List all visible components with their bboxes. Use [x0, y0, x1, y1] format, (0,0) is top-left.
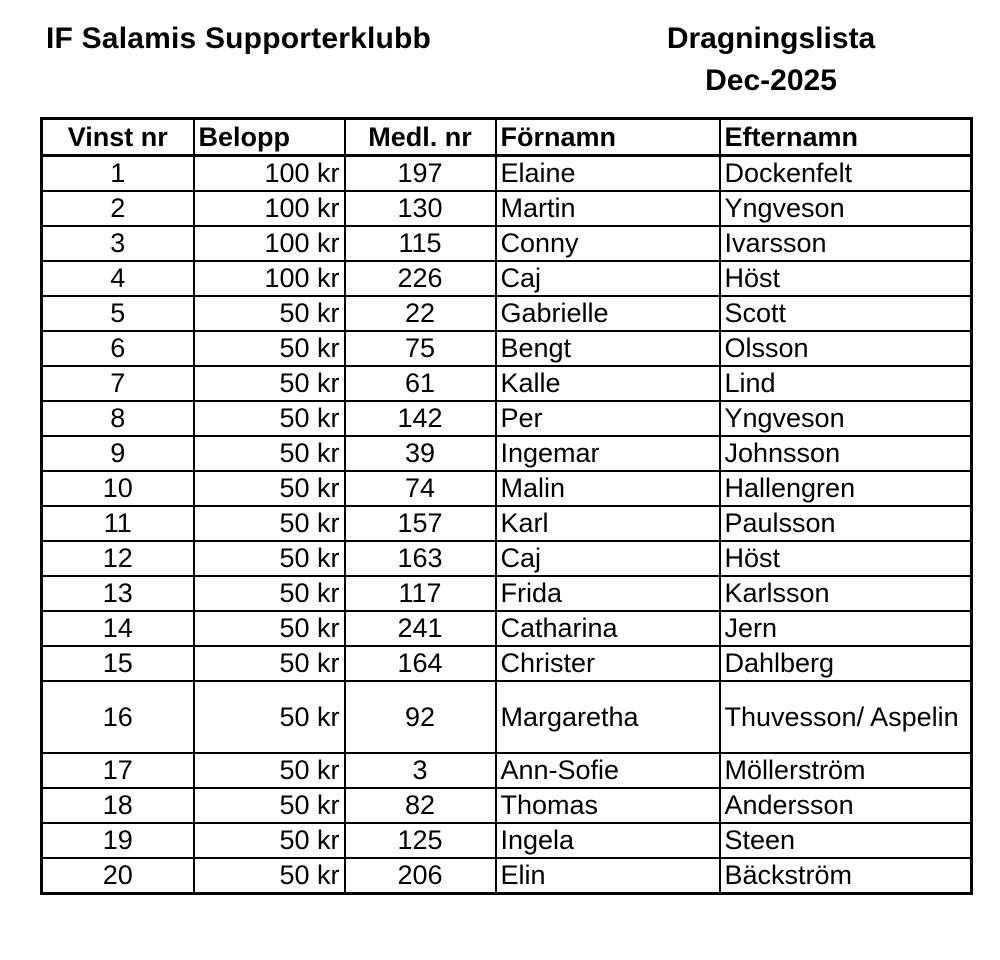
cell-vinst-nr: 13 — [42, 576, 194, 611]
cell-fornamn: Conny — [496, 226, 720, 261]
cell-efternamn: Yngveson — [720, 401, 972, 436]
cell-belopp: 100 kr — [194, 191, 345, 226]
column-header-fornamn: Förnamn — [496, 119, 720, 156]
list-date: Dec-2025 — [705, 64, 837, 97]
cell-vinst-nr: 1 — [42, 156, 194, 192]
cell-fornamn: Frida — [496, 576, 720, 611]
cell-belopp: 50 kr — [194, 858, 345, 894]
cell-belopp: 50 kr — [194, 401, 345, 436]
cell-vinst-nr: 3 — [42, 226, 194, 261]
list-title-block — [640, 18, 902, 102]
cell-medl-nr: 22 — [345, 296, 496, 331]
table-row — [42, 331, 972, 366]
cell-efternamn: Höst — [720, 261, 972, 296]
cell-fornamn: Christer — [496, 646, 720, 681]
cell-belopp: 100 kr — [194, 226, 345, 261]
cell-fornamn: Bengt — [496, 331, 720, 366]
table-row — [42, 646, 972, 681]
cell-efternamn: Hallengren — [720, 471, 972, 506]
cell-medl-nr: 163 — [345, 541, 496, 576]
column-header-vinst-nr: Vinst nr — [42, 119, 194, 156]
cell-vinst-nr: 12 — [42, 541, 194, 576]
cell-efternamn: Ivarsson — [720, 226, 972, 261]
cell-vinst-nr: 15 — [42, 646, 194, 681]
cell-belopp: 50 kr — [194, 541, 345, 576]
club-title: IF Salamis Supporterklubb — [46, 22, 432, 55]
cell-vinst-nr: 19 — [42, 823, 194, 858]
cell-medl-nr: 117 — [345, 576, 496, 611]
cell-efternamn: Paulsson — [720, 506, 972, 541]
cell-fornamn: Elin — [496, 858, 720, 894]
table-row — [42, 753, 972, 788]
cell-efternamn: Möllerström — [720, 753, 972, 788]
cell-belopp: 50 kr — [194, 366, 345, 401]
cell-fornamn: Margaretha — [496, 681, 720, 753]
cell-efternamn: Yngveson — [720, 191, 972, 226]
cell-medl-nr: 75 — [345, 331, 496, 366]
table-row — [42, 366, 972, 401]
cell-efternamn: Scott — [720, 296, 972, 331]
cell-vinst-nr: 11 — [42, 506, 194, 541]
cell-belopp: 50 kr — [194, 506, 345, 541]
cell-vinst-nr: 18 — [42, 788, 194, 823]
cell-vinst-nr: 9 — [42, 436, 194, 471]
table-row — [42, 471, 972, 506]
cell-belopp: 50 kr — [194, 681, 345, 753]
cell-vinst-nr: 10 — [42, 471, 194, 506]
cell-medl-nr: 142 — [345, 401, 496, 436]
table-row — [42, 401, 972, 436]
cell-belopp: 50 kr — [194, 296, 345, 331]
cell-efternamn: Andersson — [720, 788, 972, 823]
cell-medl-nr: 130 — [345, 191, 496, 226]
cell-efternamn: Höst — [720, 541, 972, 576]
cell-efternamn: Jern — [720, 611, 972, 646]
cell-belopp: 50 kr — [194, 576, 345, 611]
cell-efternamn: Dahlberg — [720, 646, 972, 681]
cell-vinst-nr: 14 — [42, 611, 194, 646]
cell-fornamn: Gabrielle — [496, 296, 720, 331]
cell-fornamn: Ann-Sofie — [496, 753, 720, 788]
table-header-row — [42, 119, 972, 156]
cell-medl-nr: 82 — [345, 788, 496, 823]
cell-vinst-nr: 20 — [42, 858, 194, 894]
cell-efternamn: Steen — [720, 823, 972, 858]
table-row — [42, 541, 972, 576]
cell-vinst-nr: 17 — [42, 753, 194, 788]
cell-fornamn: Ingemar — [496, 436, 720, 471]
cell-vinst-nr: 16 — [42, 681, 194, 753]
cell-fornamn: Kalle — [496, 366, 720, 401]
table-row — [42, 436, 972, 471]
cell-fornamn: Martin — [496, 191, 720, 226]
cell-fornamn: Malin — [496, 471, 720, 506]
cell-fornamn: Ingela — [496, 823, 720, 858]
cell-medl-nr: 39 — [345, 436, 496, 471]
cell-fornamn: Catharina — [496, 611, 720, 646]
cell-medl-nr: 206 — [345, 858, 496, 894]
cell-efternamn: Thuvesson/ Aspelin — [720, 681, 972, 753]
cell-vinst-nr: 8 — [42, 401, 194, 436]
table-row — [42, 191, 972, 226]
cell-efternamn: Lind — [720, 366, 972, 401]
cell-fornamn: Caj — [496, 541, 720, 576]
cell-medl-nr: 164 — [345, 646, 496, 681]
cell-efternamn: Dockenfelt — [720, 156, 972, 192]
table-row — [42, 296, 972, 331]
cell-fornamn: Caj — [496, 261, 720, 296]
column-header-medl-nr: Medl. nr — [345, 119, 496, 156]
cell-belopp: 50 kr — [194, 753, 345, 788]
table-body — [42, 156, 972, 894]
cell-medl-nr: 157 — [345, 506, 496, 541]
cell-vinst-nr: 5 — [42, 296, 194, 331]
cell-belopp: 50 kr — [194, 646, 345, 681]
cell-belopp: 100 kr — [194, 261, 345, 296]
table-row — [42, 858, 972, 894]
table-row — [42, 156, 972, 192]
cell-fornamn: Thomas — [496, 788, 720, 823]
draw-results-table — [40, 117, 973, 895]
column-header-belopp: Belopp — [194, 119, 345, 156]
cell-belopp: 50 kr — [194, 471, 345, 506]
cell-vinst-nr: 4 — [42, 261, 194, 296]
cell-efternamn: Johnsson — [720, 436, 972, 471]
table-row — [42, 611, 972, 646]
cell-medl-nr: 61 — [345, 366, 496, 401]
cell-medl-nr: 226 — [345, 261, 496, 296]
cell-medl-nr: 3 — [345, 753, 496, 788]
table-row — [42, 226, 972, 261]
column-header-efternamn: Efternamn — [720, 119, 972, 156]
table-row — [42, 576, 972, 611]
cell-vinst-nr: 2 — [42, 191, 194, 226]
cell-belopp: 50 kr — [194, 331, 345, 366]
cell-belopp: 50 kr — [194, 611, 345, 646]
cell-fornamn: Per — [496, 401, 720, 436]
cell-belopp: 50 kr — [194, 823, 345, 858]
cell-fornamn: Karl — [496, 506, 720, 541]
list-title: Dragningslista — [666, 22, 876, 55]
table-row — [42, 823, 972, 858]
cell-belopp: 50 kr — [194, 788, 345, 823]
table-row — [42, 788, 972, 823]
table-row — [42, 681, 972, 753]
cell-medl-nr: 92 — [345, 681, 496, 753]
cell-fornamn: Elaine — [496, 156, 720, 192]
cell-vinst-nr: 7 — [42, 366, 194, 401]
cell-belopp: 100 kr — [194, 156, 345, 192]
cell-medl-nr: 74 — [345, 471, 496, 506]
cell-medl-nr: 125 — [345, 823, 496, 858]
cell-belopp: 50 kr — [194, 436, 345, 471]
cell-medl-nr: 115 — [345, 226, 496, 261]
cell-vinst-nr: 6 — [42, 331, 194, 366]
cell-efternamn: Bäckström — [720, 858, 972, 894]
cell-medl-nr: 197 — [345, 156, 496, 192]
cell-efternamn: Karlsson — [720, 576, 972, 611]
table-row — [42, 506, 972, 541]
table-row — [42, 261, 972, 296]
cell-efternamn: Olsson — [720, 331, 972, 366]
cell-medl-nr: 241 — [345, 611, 496, 646]
